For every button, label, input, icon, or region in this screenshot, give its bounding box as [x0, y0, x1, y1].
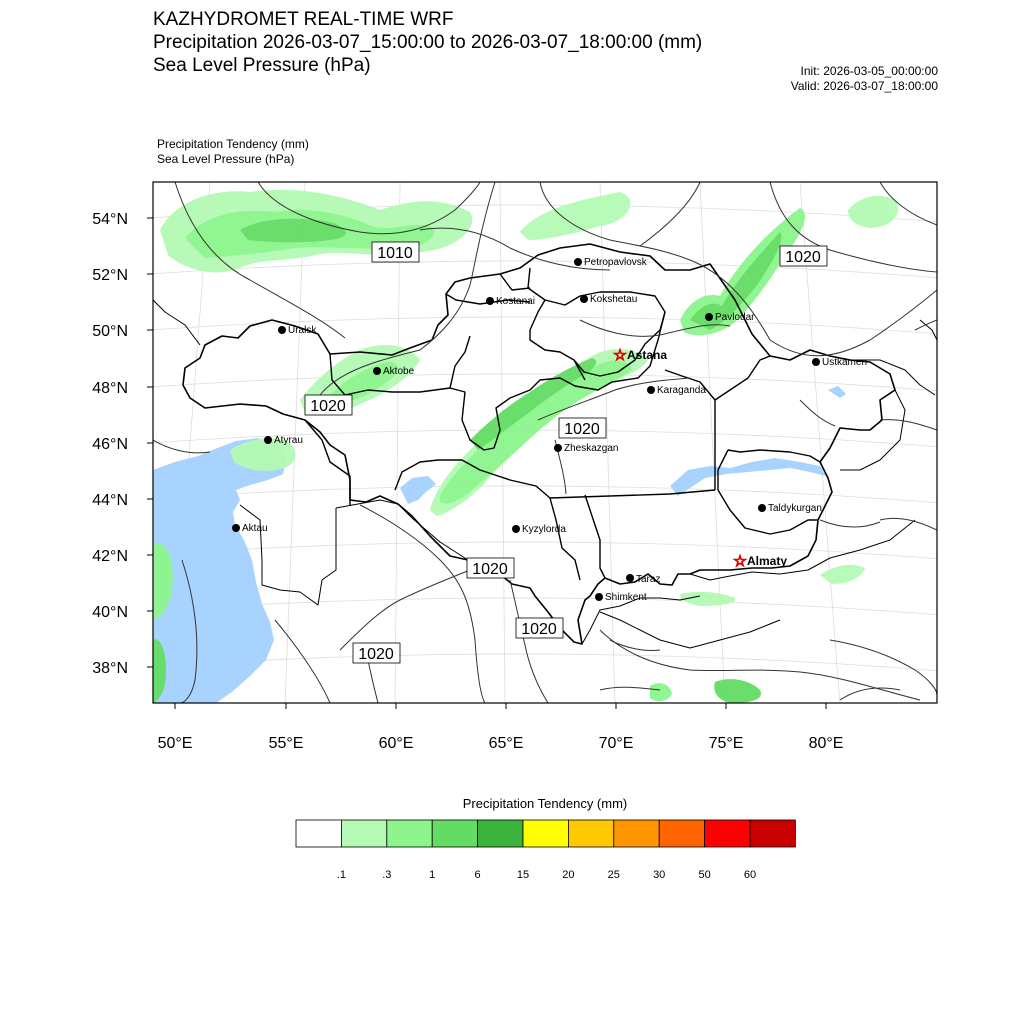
city-marker — [595, 593, 603, 601]
city-marker — [705, 313, 713, 321]
slp-field-label: Sea Level Pressure (hPa) — [157, 152, 295, 166]
city-label: Ustkamen — [822, 357, 868, 368]
colorbar-label: 1 — [429, 869, 436, 881]
city-label: Astana — [627, 348, 668, 362]
city-label: Taraz — [636, 574, 661, 585]
city-almaty — [733, 553, 787, 570]
isobar-label — [353, 643, 400, 663]
colorbar-swatch — [341, 820, 386, 847]
colorbar-swatch — [659, 820, 704, 847]
isobar-label — [372, 242, 419, 262]
colorbar-swatch — [432, 820, 477, 847]
lat-label: 40°N — [92, 604, 128, 621]
colorbar — [296, 820, 795, 881]
lat-label: 52°N — [92, 267, 128, 284]
run-info — [791, 64, 938, 94]
colorbar-swatch — [568, 820, 613, 847]
city-marker — [278, 326, 286, 334]
colorbar-label: 15 — [516, 869, 530, 881]
lat-label: 50°N — [92, 323, 128, 340]
colorbar-swatch — [523, 820, 568, 847]
colorbar-label: .3 — [382, 869, 392, 881]
lat-label: 46°N — [92, 436, 128, 453]
city-label: Kokshetau — [590, 294, 638, 305]
colorbar-swatch — [614, 820, 659, 847]
lat-label: 44°N — [92, 492, 128, 509]
svg-text:1020: 1020 — [521, 621, 557, 638]
page-subtitle-slp: Sea Level Pressure (hPa) — [153, 55, 371, 76]
valid-time: Valid: 2026-03-07_18:00:00 — [790, 79, 938, 93]
colorbar-label: 20 — [562, 869, 575, 881]
lon-label: 50°E — [157, 735, 193, 752]
colorbar-label: .1 — [336, 869, 346, 881]
lon-label: 80°E — [808, 735, 844, 752]
city-label: Zheskazgan — [564, 443, 619, 454]
svg-text:1020: 1020 — [785, 249, 821, 266]
city-marker — [812, 358, 820, 366]
city-marker — [232, 524, 240, 532]
star-icon: ☆ — [733, 553, 747, 570]
longitude-labels — [158, 735, 844, 752]
city-label: Almaty — [747, 554, 788, 568]
city-taldykurgan — [758, 503, 822, 514]
svg-text:1020: 1020 — [310, 398, 346, 415]
lon-label: 65°E — [488, 735, 524, 752]
isobar-label — [780, 246, 827, 266]
colorbar-swatch — [750, 820, 795, 847]
colorbar-swatch — [387, 820, 432, 847]
city-marker — [512, 525, 520, 533]
city-marker — [580, 295, 588, 303]
lat-label: 48°N — [92, 380, 128, 397]
star-icon: ☆ — [613, 347, 627, 364]
city-marker — [647, 386, 655, 394]
svg-text:1020: 1020 — [358, 646, 394, 663]
colorbar-title: Precipitation Tendency (mm) — [462, 796, 628, 811]
city-marker — [758, 504, 766, 512]
city-marker — [574, 258, 582, 266]
colorbar-label: 25 — [607, 869, 620, 881]
colorbar-label: 30 — [653, 869, 666, 881]
city-marker — [264, 436, 272, 444]
isobar-label — [467, 558, 514, 578]
isobar-label — [305, 395, 352, 415]
city-label: Kyzylorda — [522, 524, 566, 535]
colorbar-swatch — [705, 820, 750, 847]
svg-text:1020: 1020 — [472, 561, 508, 578]
city-label: Kostanai — [496, 296, 535, 307]
init-time: Init: 2026-03-05_00:00:00 — [800, 64, 938, 78]
lon-label: 55°E — [268, 735, 304, 752]
city-astana — [613, 347, 667, 364]
city-label: Taldykurgan — [768, 503, 822, 514]
city-marker — [373, 367, 381, 375]
latitude-labels — [92, 211, 128, 677]
city-label: Uralsk — [288, 325, 317, 336]
isobar-label — [516, 618, 563, 638]
city-label: Petropavlovsk — [584, 257, 647, 268]
city-label: Aktobe — [383, 366, 415, 377]
colorbar-swatch — [478, 820, 523, 847]
city-zheskazgan — [554, 443, 618, 454]
city-label: Aktau — [242, 523, 268, 534]
city-marker — [486, 297, 494, 305]
city-label: Atyrau — [274, 435, 303, 446]
lon-label: 75°E — [708, 735, 744, 752]
lat-label: 38°N — [92, 660, 128, 677]
colorbar-label: 60 — [743, 869, 757, 881]
lon-label: 70°E — [598, 735, 634, 752]
lon-label: 60°E — [378, 735, 414, 752]
svg-text:1010: 1010 — [377, 245, 413, 262]
colorbar-label: 50 — [698, 869, 711, 881]
city-marker — [554, 444, 562, 452]
city-label: Pavlodar — [715, 312, 755, 323]
precip-field-label: Precipitation Tendency (mm) — [157, 137, 309, 151]
title-block — [153, 8, 702, 77]
colorbar-swatch — [296, 820, 341, 847]
svg-text:1020: 1020 — [564, 421, 600, 438]
field-labels — [157, 137, 309, 167]
lat-label: 54°N — [92, 211, 128, 228]
lat-label: 42°N — [92, 548, 128, 565]
city-label: Shimkent — [605, 592, 647, 603]
city-petropavlovsk — [574, 257, 648, 268]
city-label: Karaganda — [657, 385, 706, 396]
page-title: KAZHYDROMET REAL-TIME WRF — [153, 9, 454, 30]
isobar-label — [559, 418, 606, 438]
page-subtitle-precip: Precipitation 2026-03-07_15:00:00 to 2026-03-07_18:00:00 (mm) — [153, 32, 703, 53]
city-marker — [626, 574, 634, 582]
colorbar-label: 6 — [474, 869, 481, 881]
